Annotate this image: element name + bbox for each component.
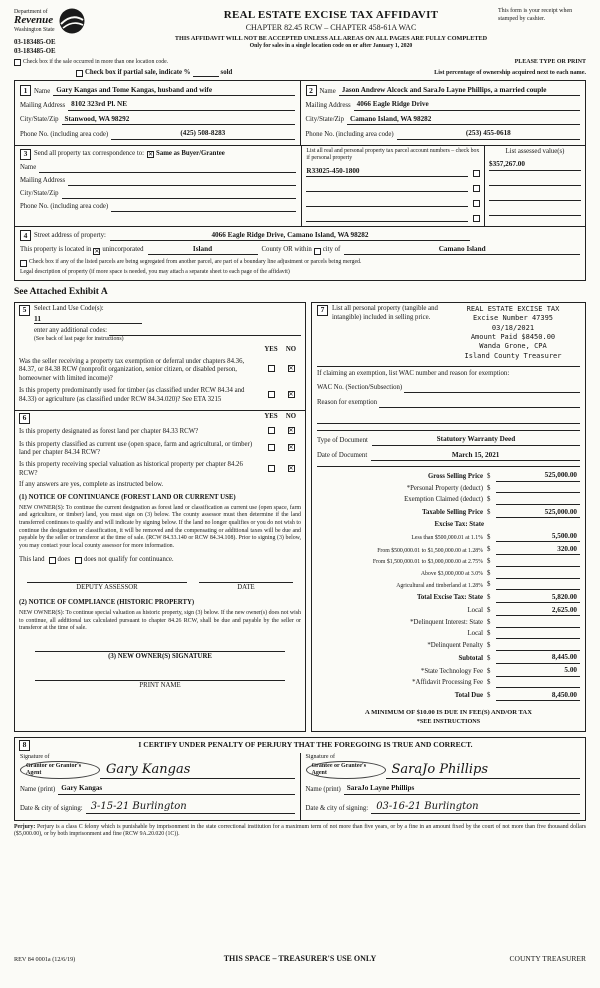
- assessed-value-header: List assessed value(s): [505, 147, 565, 155]
- dollar-sign: $: [487, 473, 491, 481]
- buyer-name-label: Name: [319, 87, 336, 95]
- notice-continuance-text: NEW OWNER(S): To continue the current designation as forest land or classification as current use (open space, farm and agriculture, or timber) land, you must sign on (3) below. The county assessor must then determine if the land transferred continues to qualify and will indicate by signing below. If the land no longer qualifies or you do not wish to continue the designation or classification, it will be removed and the compensating or additional taxes will be due and payable by the seller or transferor at the time of sale. (RCW 84.33.140 or RCW 84.34.108). Prior to signing (3) below, you may contact your local county assessor for more information.: [19, 504, 301, 549]
- perjury-text: Perjury is a class C felony which is punishable by imprisonment in the state correctional institution for a maximum term of not more than five years, or by a fine in an amount fixed by the court of not more than five thousand dollars ($5,000.00), or by both imprisonment and fine (RCW 9A.20.020 (1C)).: [14, 823, 587, 838]
- dollar-sign: $: [487, 618, 491, 626]
- money-field[interactable]: 8,445.00: [496, 653, 580, 663]
- currentuse-yes-checkbox[interactable]: [268, 444, 275, 451]
- grantor-date-field[interactable]: 3-15-21 Burlington: [86, 800, 295, 814]
- receipt-note: This form is your receipt when stamped by cashier.: [498, 8, 573, 22]
- dollar-sign: $: [487, 654, 491, 662]
- type-or-print-note: PLEASE TYPE OR PRINT: [514, 58, 586, 65]
- grantee-section: [301, 81, 586, 144]
- does-not-checkbox[interactable]: [75, 557, 82, 564]
- agency-block: [14, 9, 55, 33]
- correspondence-parcel-section: [14, 145, 586, 227]
- grantee-signature-block: [301, 753, 586, 820]
- money-field[interactable]: 525,000.00: [496, 471, 580, 481]
- dollar-sign: $: [487, 533, 491, 541]
- parcel-number-field[interactable]: R33025-450-1800: [306, 167, 468, 177]
- if-yes-note: If any answers are yes, complete as instructed below.: [19, 480, 164, 488]
- footer: [14, 954, 586, 964]
- seller-city-field[interactable]: Stanwood, WA 98292: [62, 115, 295, 125]
- county-field[interactable]: Island: [148, 245, 258, 255]
- personal-property-checkbox[interactable]: [473, 185, 480, 192]
- additional-codes-field[interactable]: [109, 327, 301, 336]
- money-label: From $1,500,000.01 to $3,000,000.00 at 2.75%: [372, 559, 483, 566]
- same-as-buyer-checkbox[interactable]: ✕: [148, 151, 154, 158]
- exhibit-note: See Attached Exhibit A: [14, 287, 108, 298]
- section-6-number: 6: [19, 413, 30, 424]
- partial-sale-checkbox[interactable]: [76, 70, 83, 77]
- section-1-number: 1: [20, 85, 31, 96]
- same-as-buyer-label: Same as Buyer/Grantee: [156, 149, 225, 157]
- money-field[interactable]: [496, 679, 580, 688]
- historic-yes-checkbox[interactable]: [268, 465, 275, 472]
- money-label: Agricultural and timberland at 1.28%: [396, 582, 483, 589]
- does-not-label: does not qualify for continuance.: [83, 555, 174, 563]
- forest-land-question: Is this property designated as forest land per chapter 84.33 RCW?: [19, 427, 199, 435]
- partial-sale-row: [14, 68, 586, 77]
- correspondence-name-label: Name: [20, 163, 37, 171]
- money-field[interactable]: 5,820.00: [496, 593, 580, 603]
- partial-sale-percent-field[interactable]: [193, 68, 219, 77]
- correspondence-column: [15, 146, 302, 226]
- no-header: NO: [285, 345, 297, 353]
- excise-tax-table: [317, 466, 580, 701]
- designation-section: [14, 410, 306, 732]
- correspondence-phone-field[interactable]: [111, 203, 296, 212]
- segregated-checkbox[interactable]: [20, 260, 27, 267]
- wac-field[interactable]: [404, 384, 580, 393]
- excise-tax-state-header: Excise Tax: State: [434, 520, 484, 528]
- q1-yes-checkbox[interactable]: [268, 365, 275, 372]
- grantee-date-field[interactable]: 03-16-21 Burlington: [371, 800, 580, 814]
- excise-tax-section: [311, 302, 586, 732]
- money-label: *Affidavit Processing Fee: [412, 679, 483, 687]
- this-land-label: This land: [19, 555, 45, 563]
- county-or-label: County OR within: [261, 246, 312, 254]
- buyer-address-field[interactable]: 4066 Eagle Ridge Drive: [354, 100, 580, 110]
- money-label: From $500,000.01 to $1,500,000.00 at 1.28%: [377, 547, 483, 554]
- revenue-logo-icon: [59, 8, 85, 34]
- correspondence-name-field[interactable]: [39, 164, 296, 173]
- partial-sale-label: Check box if partial sale, indicate %: [85, 68, 191, 76]
- stamp-line: 03/18/2021: [491, 323, 535, 332]
- dollar-sign: $: [487, 546, 491, 554]
- buyer-city-field[interactable]: Camano Island, WA 98282: [347, 115, 580, 125]
- grantor-section: [15, 81, 301, 144]
- notice-compliance-text: NEW OWNER(S): To continue special valuation as historic property, sign (3) below. If the new owner(s) does not wish to continue, all additional tax calculated pursuant to chapter 84.26 RCW, shall be due and payable by the seller or transferor at the time of sale.: [19, 610, 301, 632]
- money-label: Above $3,000,000 at 3.0%: [420, 570, 483, 577]
- forest-no-checkbox[interactable]: ✕: [288, 427, 294, 434]
- multi-location-checkbox[interactable]: [14, 59, 21, 66]
- rev-number: REV 84 0001a (12/6/19): [14, 955, 76, 963]
- money-label: Less than $500,000.01 at 1.1%: [411, 534, 483, 541]
- section-7-number: 7: [317, 305, 328, 316]
- assessed-value-field[interactable]: [489, 192, 581, 201]
- form-number-1: 03-183485-OE: [14, 39, 56, 46]
- grantor-print-label: Name (print): [20, 785, 56, 793]
- exemption-intro: If claiming an exemption, list WAC number and reason for exemption:: [317, 366, 580, 379]
- parcel-number-field[interactable]: [306, 213, 468, 222]
- parcel-header: List all real and personal property tax parcel account numbers – check box if personal property: [306, 147, 480, 162]
- dollar-sign: $: [487, 594, 491, 602]
- minimum-due-note: A MINIMUM OF $10.00 IS DUE IN FEE(S) AND/OR TAX: [365, 709, 532, 717]
- historic-question: Is this property receiving special valuation as historical property per chapter 84.26 RCW?: [19, 461, 243, 478]
- dollar-sign: $: [487, 641, 491, 649]
- reason-field-line2[interactable]: [317, 415, 580, 424]
- does-label: does: [57, 555, 70, 563]
- yes-header: YES: [264, 412, 278, 420]
- perjury-label: Perjury:: [14, 823, 36, 830]
- money-label: Total Due: [454, 692, 483, 700]
- stamp-line: Island County Treasurer: [464, 351, 562, 360]
- q2-yes-checkbox[interactable]: [268, 391, 275, 398]
- no-header: NO: [285, 412, 297, 420]
- money-label: Total Excise Tax: State: [416, 594, 483, 602]
- notice-continuance-title: (1) NOTICE OF CONTINUANCE (FOREST LAND OR CURRENT USE): [19, 493, 236, 501]
- assessed-value-field[interactable]: $357,267.00: [489, 160, 581, 170]
- seller-name-field[interactable]: Gary Kangas and Tome Kangas, husband and wife: [53, 86, 294, 96]
- notice-compliance-title: (2) NOTICE OF COMPLIANCE (HISTORIC PROPERTY): [19, 599, 195, 607]
- agency-line3: Washington State: [14, 26, 55, 33]
- money-label: Gross Selling Price: [428, 473, 483, 481]
- grantor-sig-label-2: Grantor or Grantor's Agent: [20, 761, 100, 779]
- assessed-value-column: [485, 146, 585, 226]
- parcel-number-field[interactable]: [306, 183, 468, 192]
- parcel-column: [302, 146, 485, 226]
- historic-no-checkbox[interactable]: ✕: [288, 465, 294, 472]
- q2-no-checkbox[interactable]: ✕: [288, 391, 294, 398]
- forest-yes-checkbox[interactable]: [268, 427, 275, 434]
- see-back-note: (See back of last page for instructions): [34, 336, 124, 343]
- money-label: Local: [467, 630, 483, 638]
- parties-section: [14, 80, 586, 145]
- stamp-line: Excise Number 47395: [472, 314, 554, 323]
- money-field[interactable]: [496, 570, 580, 579]
- grantor-signature-block: [15, 753, 301, 820]
- reason-field[interactable]: [379, 399, 580, 408]
- left-column: [14, 302, 306, 732]
- dollar-sign: $: [487, 630, 491, 638]
- currentuse-no-checkbox[interactable]: ✕: [288, 445, 294, 452]
- city-of-label: city of: [322, 246, 341, 254]
- see-instructions-note: *SEE INSTRUCTIONS: [416, 717, 481, 725]
- land-use-section: [14, 302, 306, 411]
- money-field[interactable]: [496, 496, 580, 505]
- money-field[interactable]: [496, 558, 580, 567]
- form-title: REAL ESTATE EXCISE TAX AFFIDAVIT: [223, 9, 439, 21]
- money-label: *Delinquent Penalty: [427, 641, 483, 649]
- doc-type-label: Type of Document: [317, 436, 368, 444]
- land-use-label: Select Land Use Code(s):: [34, 304, 104, 312]
- reason-label: Reason for exemption: [317, 399, 378, 407]
- money-field[interactable]: [496, 642, 580, 651]
- money-field[interactable]: 5,500.00: [496, 532, 580, 542]
- timber-question: Is this property predominantly used for timber (as classified under RCW 84.34 and 84.33) or agriculture (as classified under RCW 84.34.020)? See ETA 3215: [19, 387, 245, 403]
- county-treasurer-label: COUNTY TREASURER: [509, 954, 586, 964]
- money-label: Subtotal: [458, 654, 483, 662]
- city-field[interactable]: Camano Island: [344, 245, 580, 255]
- buyer-phone-label: Phone No. (including area code): [305, 130, 394, 138]
- unincorporated-label: unincorporated: [102, 246, 144, 254]
- money-label: Local: [467, 607, 483, 615]
- land-use-code-field[interactable]: 11: [34, 314, 142, 325]
- print-name-line[interactable]: PRINT NAME: [35, 680, 285, 691]
- treasurer-stamp: [446, 305, 580, 362]
- agency-line1: Department of: [14, 9, 48, 16]
- only-note: Only for sales in a single location code on or after January 1, 2020: [249, 42, 413, 49]
- correspondence-city-field[interactable]: [62, 190, 297, 199]
- money-field[interactable]: 2,625.00: [496, 606, 580, 616]
- grantee-print-label: Name (print): [305, 785, 341, 793]
- correspondence-city-label: City/State/Zip: [20, 189, 59, 197]
- stamp-line: Wanda Grone, CPA: [479, 342, 547, 351]
- city-checkbox[interactable]: [314, 248, 321, 255]
- personal-property-intro: List all personal property (tangible and intangible) included in selling price.: [332, 304, 438, 321]
- unincorporated-checkbox[interactable]: ✕: [94, 249, 100, 256]
- middle-columns: [14, 302, 586, 732]
- street-address-label: Street address of property:: [34, 232, 106, 240]
- street-address-field[interactable]: 4066 Eagle Ridge Drive, Camano Island, WA 98282: [110, 231, 470, 241]
- grantee-print-field[interactable]: SaraJo Layne Phillips: [344, 784, 580, 794]
- grantor-date-label: Date & city of signing:: [20, 804, 83, 812]
- personal-property-checkbox[interactable]: [473, 170, 480, 177]
- title-block: [164, 8, 498, 50]
- assessed-value-field[interactable]: [489, 177, 581, 186]
- perjury-note: [14, 824, 586, 839]
- certification-section: [14, 737, 586, 821]
- seller-phone-label: Phone No. (including area code): [20, 130, 109, 138]
- dollar-sign: $: [487, 484, 491, 492]
- additional-codes-label: enter any additional codes:: [34, 327, 108, 335]
- located-in-label: This property is located in: [20, 246, 92, 254]
- money-field[interactable]: 320.00: [496, 545, 580, 555]
- buyer-name-field[interactable]: Jason Andrew Alcock and SaraJo Layne Phillips, a married couple: [339, 86, 580, 96]
- money-label: Taxable Selling Price: [422, 509, 483, 517]
- section-4-number: 4: [20, 230, 31, 241]
- assessed-value-field[interactable]: [489, 207, 581, 216]
- treasurer-blank-space: [14, 839, 586, 954]
- correspondence-phone-label: Phone No. (including area code): [20, 202, 109, 210]
- new-owner-signature-line[interactable]: (3) NEW OWNER(S) SIGNATURE: [35, 651, 285, 662]
- multi-location-row: [14, 59, 586, 67]
- money-field[interactable]: 5.00: [496, 666, 580, 676]
- money-field[interactable]: [496, 619, 580, 628]
- grantee-sig-label-2: Grantee or Grantee's Agent: [306, 761, 386, 779]
- seller-name-label: Name: [34, 87, 51, 95]
- treasurer-use-only-label: THIS SPACE – TREASURER'S USE ONLY: [223, 953, 377, 963]
- segregated-label: Check box if any of the listed parcels are being segregated from another parcel, are part of a boundary line adjustment or parcels being merged.: [29, 259, 362, 266]
- grantor-sig-label-1: Signature of: [20, 753, 50, 760]
- agency-line2: Revenue: [14, 14, 54, 27]
- header: [14, 8, 586, 57]
- dollar-sign: $: [487, 496, 491, 504]
- current-use-question: Is this property classified as current use (open space, farm and agricultural, or timber) land per chapter 84.34 RCW?: [19, 440, 253, 457]
- seller-city-label: City/State/Zip: [20, 116, 59, 124]
- seller-address-field[interactable]: 8102 323rd Pl. NE: [68, 100, 294, 110]
- header-left: [14, 8, 164, 57]
- legal-description-label: Legal description of property (if more space is needed, you may attach a separate sheet to each page of the affidavit): [20, 268, 290, 275]
- correspondence-address-label: Mailing Address: [20, 176, 66, 184]
- grantor-signature-field[interactable]: Gary Kangas: [100, 762, 295, 780]
- multi-location-label: Check box if the sale occurred in more than one location code.: [23, 58, 169, 65]
- doc-date-field[interactable]: March 15, 2021: [371, 451, 580, 461]
- personal-property-checkbox[interactable]: [473, 215, 480, 222]
- assessor-date-line[interactable]: DATE: [199, 582, 293, 593]
- form-warning: THIS AFFIDAVIT WILL NOT BE ACCEPTED UNLESS ALL AREAS ON ALL PAGES ARE FULLY COMPLETED: [174, 34, 488, 42]
- section-8-number: 8: [19, 740, 30, 751]
- buyer-city-label: City/State/Zip: [305, 116, 345, 124]
- exemption-question: Was the seller receiving a property tax exemption or deferral under chapters 84.36, 84.37, or 84.38 RCW (nonprofit organization, senior citizen, or disabled person, homeowner with limited income)?: [19, 357, 245, 383]
- does-checkbox[interactable]: [49, 557, 56, 564]
- dollar-sign: $: [487, 607, 491, 615]
- grantee-sig-label-1: Signature of: [305, 753, 335, 760]
- dollar-sign: $: [487, 558, 491, 566]
- money-field[interactable]: 525,000.00: [496, 508, 580, 518]
- doc-type-field[interactable]: Statutory Warranty Deed: [372, 435, 580, 445]
- money-label: *Personal Property (deduct): [406, 484, 483, 492]
- dollar-sign: $: [487, 692, 491, 700]
- ownership-note: List percentage of ownership acquired next to each name.: [434, 69, 586, 77]
- seller-address-label: Mailing Address: [20, 101, 66, 109]
- deputy-assessor-line[interactable]: DEPUTY ASSESSOR: [27, 582, 187, 593]
- partial-sale-sold-label: sold: [220, 68, 233, 76]
- buyer-phone-field[interactable]: (253) 455-0618: [397, 129, 580, 139]
- money-label: *Delinquent Interest: State: [410, 618, 483, 626]
- certify-statement: I CERTIFY UNDER PENALTY OF PERJURY THAT THE FOREGOING IS TRUE AND CORRECT.: [138, 740, 473, 750]
- grantee-date-label: Date & city of signing:: [305, 804, 369, 812]
- wac-label: WAC No. (Section/Subsection): [317, 384, 403, 392]
- stamp-line: Amount Paid $8450.00: [470, 333, 556, 342]
- correspondence-intro: Send all property tax correspondence to:: [34, 149, 145, 157]
- property-address-section: [14, 226, 586, 281]
- doc-date-label: Date of Document: [317, 452, 368, 460]
- form-subtitle: CHAPTER 82.45 RCW – CHAPTER 458-61A WAC: [245, 23, 417, 33]
- q1-no-checkbox[interactable]: ✕: [288, 366, 294, 373]
- dollar-sign: $: [487, 679, 491, 687]
- money-field[interactable]: [496, 484, 580, 493]
- correspondence-address-field[interactable]: [68, 177, 296, 186]
- personal-property-checkbox[interactable]: [473, 200, 480, 207]
- section-3-number: 3: [20, 149, 31, 160]
- money-label: *State Technology Fee: [420, 667, 483, 675]
- grantor-print-field[interactable]: Gary Kangas: [58, 784, 294, 794]
- dollar-sign: $: [487, 581, 491, 589]
- buyer-address-label: Mailing Address: [305, 101, 351, 109]
- parcel-number-field[interactable]: [306, 198, 468, 207]
- seller-phone-field[interactable]: (425) 508-8283: [111, 129, 294, 139]
- dollar-sign: $: [487, 667, 491, 675]
- yes-header: YES: [264, 345, 278, 353]
- money-field[interactable]: [496, 630, 580, 639]
- section-2-number: 2: [306, 85, 317, 96]
- dollar-sign: $: [487, 509, 491, 517]
- form-number-2: 03-183485-OE: [14, 47, 56, 55]
- section-5-number: 5: [19, 305, 30, 316]
- stamp-line: REAL ESTATE EXCISE TAX: [466, 304, 560, 313]
- dollar-sign: $: [487, 569, 491, 577]
- money-label: Exemption Claimed (deduct): [404, 496, 483, 504]
- money-field[interactable]: 8,450.00: [496, 691, 580, 701]
- money-field[interactable]: [496, 581, 580, 590]
- grantee-signature-field[interactable]: SaraJo Phillips: [386, 762, 581, 780]
